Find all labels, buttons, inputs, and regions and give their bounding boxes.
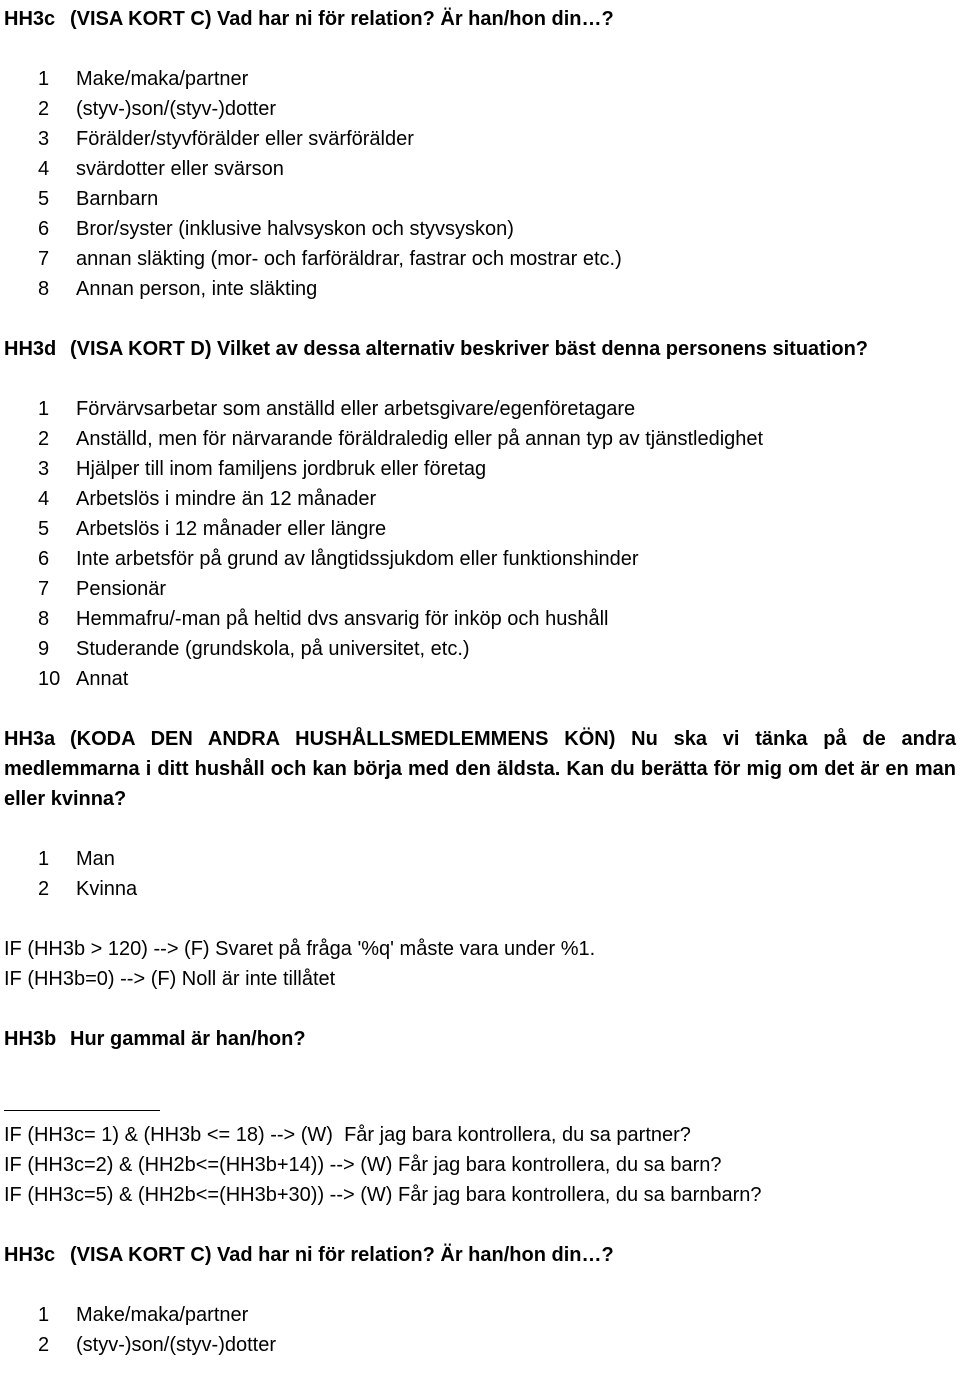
option-number: 10 — [38, 668, 61, 690]
question-hh3c-heading — [4, 1240, 956, 1270]
option-number: 4 — [38, 488, 50, 510]
condition-line: IF (HH3c=5) & (HH2b<=(HH3b+30)) --> (W) Får jag bara kontrollera, du sa barnbarn? — [4, 1184, 762, 1206]
option-number: 1 — [38, 398, 50, 420]
option-text: Förälder/styvförälder eller svärförälder — [76, 128, 414, 150]
option-number: 8 — [38, 278, 50, 300]
option-number: 1 — [38, 68, 50, 90]
list-item — [4, 154, 956, 184]
list-item — [4, 664, 956, 694]
options-list-hh3c-repeat — [4, 1300, 956, 1360]
answer-underline — [4, 1084, 160, 1111]
option-text: Anställd, men för närvarande föräldraledig eller på annan typ av tjänstledighet — [76, 428, 764, 450]
option-number: 5 — [38, 188, 50, 210]
list-item — [4, 544, 956, 574]
option-text: svärdotter eller svärson — [76, 158, 284, 180]
list-item — [4, 124, 956, 154]
list-item — [4, 874, 956, 904]
option-text: Annan person, inte släkting — [76, 278, 318, 300]
question-hh3d-heading — [4, 334, 956, 364]
question-text: (KODA DEN ANDRA HUSHÅLLSMEDLEMMENS KÖN) Nu ska vi tänka på de andra medlemmarna i ditt hushåll och kan börja med den äldsta. Kan du berätta för mig om det är en man eller kvinna? — [4, 728, 956, 810]
list-item — [4, 634, 956, 664]
list-item — [4, 604, 956, 634]
option-text: (styv-)son/(styv-)dotter — [76, 1334, 277, 1356]
options-list-hh3c — [4, 64, 956, 304]
answer-blank-line — [4, 1084, 956, 1120]
option-number: 2 — [38, 98, 50, 120]
list-item — [4, 394, 956, 424]
condition-line: IF (HH3c=2) & (HH2b<=(HH3b+14)) --> (W) Får jag bara kontrollera, du sa barn? — [4, 1154, 722, 1176]
question-text: (VISA KORT C) Vad har ni för relation? Är han/hon din…? — [70, 1244, 614, 1266]
document-page — [4, 4, 956, 1360]
option-text: Studerande (grundskola, på universitet, etc.) — [76, 638, 470, 660]
list-item — [4, 184, 956, 214]
option-text: Barnbarn — [76, 188, 159, 210]
question-text: (VISA KORT C) Vad har ni för relation? Är han/hon din…? — [70, 8, 614, 30]
option-number: 8 — [38, 608, 50, 630]
option-number: 2 — [38, 1334, 50, 1356]
list-item — [4, 484, 956, 514]
question-hh3b-heading — [4, 1024, 956, 1054]
condition-line: IF (HH3c= 1) & (HH3b <= 18) --> (W) Får jag bara kontrollera, du sa partner? — [4, 1124, 691, 1146]
option-text: Arbetslös i mindre än 12 månader — [76, 488, 377, 510]
option-number: 2 — [38, 428, 50, 450]
question-code: HH3c — [4, 8, 56, 30]
question-text: Hur gammal är han/hon? — [70, 1028, 306, 1050]
list-item — [4, 514, 956, 544]
option-text: Arbetslös i 12 månader eller längre — [76, 518, 387, 540]
condition-line: IF (HH3b=0) --> (F) Noll är inte tillåtet — [4, 968, 336, 990]
condition-line: IF (HH3b > 120) --> (F) Svaret på fråga '%q' måste vara under %1. — [4, 938, 596, 960]
question-text: (VISA KORT D) Vilket av dessa alternativ beskriver bäst denna personens situation? — [70, 338, 869, 360]
option-number: 9 — [38, 638, 50, 660]
question-code: HH3b — [4, 1028, 57, 1050]
option-text: (styv-)son/(styv-)dotter — [76, 98, 277, 120]
option-text: Pensionär — [76, 578, 167, 600]
question-hh3a-heading — [4, 724, 956, 814]
option-text: Man — [76, 848, 115, 870]
option-text: Kvinna — [76, 878, 138, 900]
list-item — [4, 1330, 956, 1360]
list-item — [4, 94, 956, 124]
list-item — [4, 424, 956, 454]
option-number: 3 — [38, 128, 50, 150]
list-item — [4, 1300, 956, 1330]
options-list-hh3d — [4, 394, 956, 694]
list-item — [4, 454, 956, 484]
list-item — [4, 214, 956, 244]
option-number: 2 — [38, 878, 50, 900]
option-number: 5 — [38, 518, 50, 540]
list-item — [4, 844, 956, 874]
question-code: HH3a — [4, 728, 56, 750]
option-number: 1 — [38, 848, 50, 870]
question-code: HH3c — [4, 1244, 56, 1266]
option-text: Annat — [76, 668, 129, 690]
options-list-hh3a — [4, 844, 956, 904]
option-text: Make/maka/partner — [76, 68, 249, 90]
option-text: Förvärvsarbetar som anställd eller arbetsgivare/egenföretagare — [76, 398, 636, 420]
question-code: HH3d — [4, 338, 57, 360]
option-number: 7 — [38, 578, 50, 600]
question-hh3c-heading — [4, 4, 956, 34]
list-item — [4, 274, 956, 304]
option-text: Bror/syster (inklusive halvsyskon och styvsyskon) — [76, 218, 514, 240]
option-number: 7 — [38, 248, 50, 270]
option-text: Hemmafru/-man på heltid dvs ansvarig för inköp och hushåll — [76, 608, 609, 630]
option-number: 1 — [38, 1304, 50, 1326]
option-text: Hjälper till inom familjens jordbruk eller företag — [76, 458, 487, 480]
option-number: 4 — [38, 158, 50, 180]
option-number: 3 — [38, 458, 50, 480]
option-text: annan släkting (mor- och farföräldrar, fastrar och mostrar etc.) — [76, 248, 622, 270]
option-text: Inte arbetsför på grund av långtidssjukdom eller funktionshinder — [76, 548, 639, 570]
option-number: 6 — [38, 218, 50, 240]
list-item — [4, 574, 956, 604]
option-number: 6 — [38, 548, 50, 570]
option-text: Make/maka/partner — [76, 1304, 249, 1326]
list-item — [4, 244, 956, 274]
list-item — [4, 64, 956, 94]
